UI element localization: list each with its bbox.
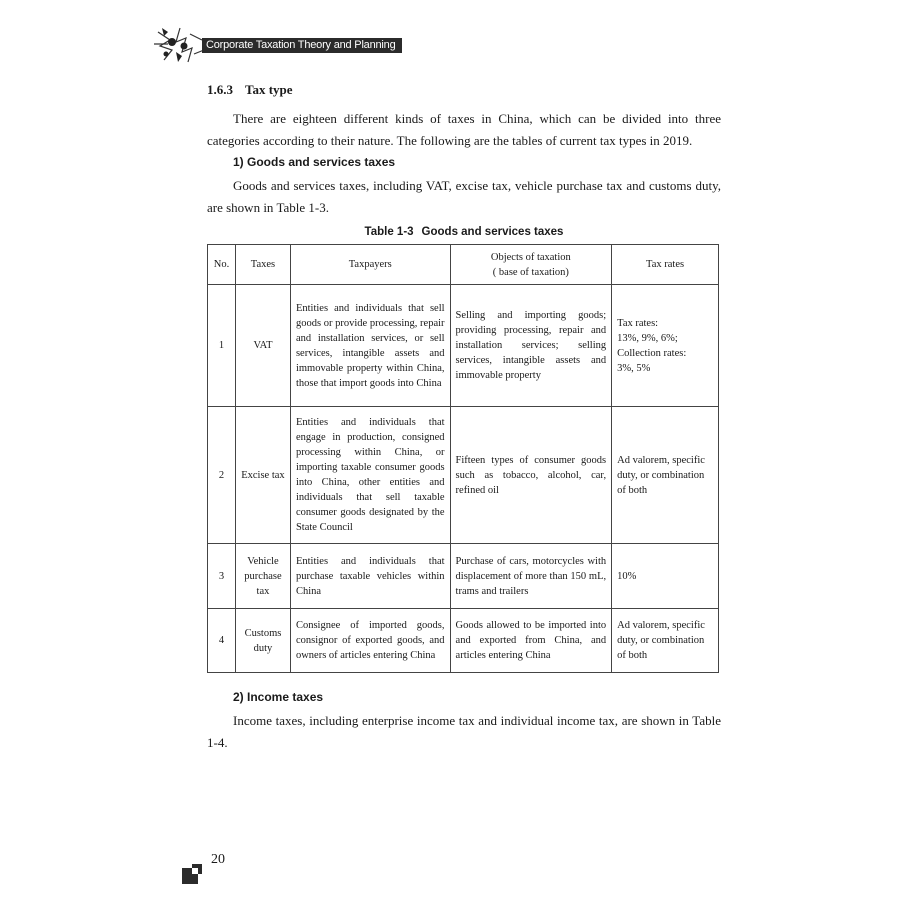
header-no: No.: [208, 245, 236, 285]
row-objects: Fifteen types of consumer goods such as tobacco, alcohol, car, refined oil: [450, 407, 612, 544]
footer-block-icon: [182, 864, 202, 884]
row-no: 2: [208, 407, 236, 544]
page-number: 20: [211, 852, 225, 867]
income-heading: 2) Income taxes: [233, 690, 324, 704]
row-taxpayers: Entities and individuals that sell goods or provide processing, repair and installation services, or sell services, intangible assets and immovable property within China, those that import goods into China: [290, 285, 450, 407]
row-objects: Selling and importing goods; providing processing, repair and installation services; selling services, intangible assets and immovable property: [450, 285, 612, 407]
table-row: [208, 285, 719, 407]
header-taxpayers: Taxpayers: [290, 245, 450, 285]
goods-heading: 1) Goods and services taxes: [233, 155, 396, 169]
row-taxpayers: Entities and individuals that engage in production, consigned processing within China, or importing taxable consumer goods into China, other entities and individuals that sell taxable consumer goods designated by the State Council: [290, 407, 450, 544]
row-rates: Ad valorem, specific duty, or combination of both: [612, 407, 719, 544]
rates-line: Collection rates:: [617, 347, 687, 359]
goods-paragraph: Goods and services taxes, including VAT, excise tax, vehicle purchase tax and customs duty, are shown in Table 1-3.: [207, 178, 721, 215]
ornament-icon: [150, 22, 206, 66]
rates-line: 3%, 5%: [617, 362, 651, 374]
header-objects-line1: Objects of taxation: [490, 251, 571, 263]
row-rates: 10%: [612, 544, 719, 609]
table-caption: [207, 226, 721, 238]
rates-line: Tax rates:: [617, 317, 659, 329]
row-rates: [612, 285, 719, 407]
intro-paragraph: There are eighteen different kinds of taxes in China, which can be divided into three categories according to their nature. The following are the tables of current tax types in 2019.: [207, 111, 721, 148]
header-rates: Tax rates: [612, 245, 719, 285]
section-number: 1.6.3: [207, 82, 233, 97]
table-caption-number: Table 1-3: [364, 226, 414, 238]
row-tax: Excise tax: [235, 407, 290, 544]
rates-line: 13%, 9%, 6%;: [617, 332, 678, 344]
table-caption-title: Goods and services taxes: [421, 226, 564, 238]
row-no: 3: [208, 544, 236, 609]
row-no: 4: [208, 609, 236, 673]
header-taxes: Taxes: [235, 245, 290, 285]
page-content: [207, 82, 721, 754]
table-header-row: [208, 245, 719, 285]
row-rates: Ad valorem, specific duty, or combination of both: [612, 609, 719, 673]
table-row: [208, 544, 719, 609]
header-objects: [450, 245, 612, 285]
section-title: Tax type: [245, 82, 293, 97]
table-row: [208, 609, 719, 673]
section-heading: [207, 82, 721, 98]
row-taxpayers: Consignee of imported goods, consignor of exported goods, and owners of articles entering China: [290, 609, 450, 673]
income-paragraph: Income taxes, including enterprise income tax and individual income tax, are shown in Table 1-4.: [207, 713, 721, 750]
row-tax: Vehicle purchase tax: [235, 544, 290, 609]
running-title: Corporate Taxation Theory and Planning: [202, 38, 402, 53]
row-tax: Customs duty: [235, 609, 290, 673]
row-taxpayers: Entities and individuals that purchase taxable vehicles within China: [290, 544, 450, 609]
row-no: 1: [208, 285, 236, 407]
header-objects-line2: ( base of taxation): [492, 266, 569, 278]
row-objects: Goods allowed to be imported into and exported from China, and articles entering China: [450, 609, 612, 673]
goods-services-table: [207, 244, 719, 673]
running-header: [150, 22, 410, 66]
row-tax: VAT: [235, 285, 290, 407]
row-objects: Purchase of cars, motorcycles with displacement of more than 150 mL, trams and trailers: [450, 544, 612, 609]
table-row: [208, 407, 719, 544]
